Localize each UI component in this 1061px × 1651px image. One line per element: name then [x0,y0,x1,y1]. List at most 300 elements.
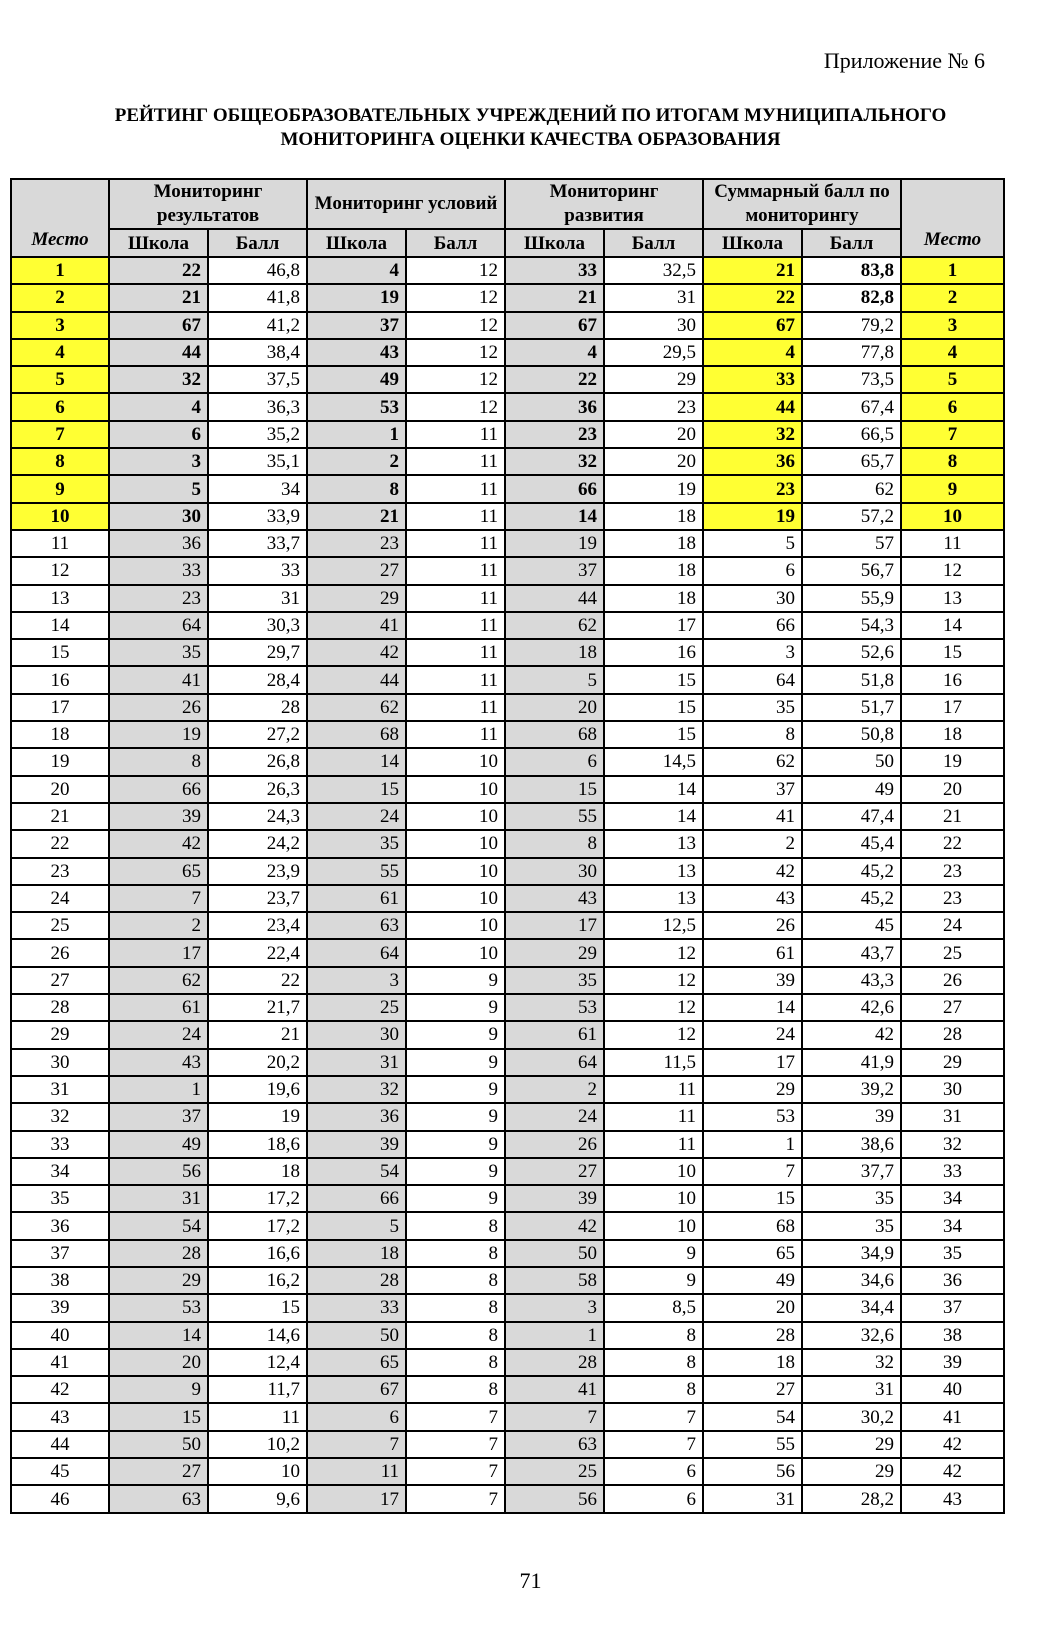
conditions-school-cell: 29 [307,585,406,612]
results-school-cell: 24 [109,1021,208,1048]
appendix-label: Приложение № 6 [823,48,985,73]
total-score-cell: 34,6 [802,1267,901,1294]
results-score-cell: 14,6 [208,1322,307,1349]
total-score-cell: 52,6 [802,639,901,666]
table-row [11,1294,1004,1321]
development-school-cell: 5 [505,666,604,693]
total-school-cell: 53 [703,1103,802,1130]
results-score-cell: 24,2 [208,830,307,857]
results-school-cell: 50 [109,1431,208,1458]
place-left-cell: 28 [11,994,109,1021]
total-score-cell: 55,9 [802,585,901,612]
place-right-cell: 11 [901,530,1004,557]
conditions-school-cell: 41 [307,612,406,639]
development-school-cell: 1 [505,1322,604,1349]
conditions-score-cell: 7 [406,1458,505,1485]
header-conditions: Мониторинг условий [307,179,505,229]
development-school-cell: 22 [505,366,604,393]
table-row [11,666,1004,693]
total-school-cell: 65 [703,1240,802,1267]
place-left-cell: 18 [11,721,109,748]
conditions-score-cell: 8 [406,1267,505,1294]
development-school-cell: 26 [505,1131,604,1158]
place-left-cell: 13 [11,585,109,612]
place-right-cell: 29 [901,1049,1004,1076]
conditions-school-cell: 68 [307,721,406,748]
place-left-cell: 3 [11,312,109,339]
development-score-cell: 12 [604,939,703,966]
conditions-score-cell: 9 [406,1049,505,1076]
place-left-cell: 37 [11,1240,109,1267]
total-school-cell: 4 [703,339,802,366]
results-school-cell: 44 [109,339,208,366]
total-score-cell: 65,7 [802,448,901,475]
place-right-cell: 2 [901,284,1004,311]
total-school-cell: 66 [703,612,802,639]
results-school-cell: 20 [109,1349,208,1376]
development-score-cell: 11 [604,1131,703,1158]
conditions-score-cell: 11 [406,475,505,502]
conditions-school-cell: 32 [307,1076,406,1103]
development-score-cell: 18 [604,503,703,530]
results-school-cell: 22 [109,257,208,284]
conditions-school-cell: 50 [307,1322,406,1349]
conditions-score-cell: 10 [406,885,505,912]
table-row [11,803,1004,830]
development-school-cell: 67 [505,312,604,339]
place-left-cell: 19 [11,748,109,775]
total-school-cell: 6 [703,557,802,584]
subheader-score: Балл [604,229,703,257]
conditions-school-cell: 37 [307,312,406,339]
place-left-cell: 6 [11,393,109,420]
subheader-school: Школа [703,229,802,257]
place-left-cell: 25 [11,912,109,939]
table-row [11,1322,1004,1349]
total-score-cell: 62 [802,475,901,502]
conditions-score-cell: 12 [406,284,505,311]
title-line-2: МОНИТОРИНГА ОЦЕНКИ КАЧЕСТВА ОБРАЗОВАНИЯ [280,129,781,150]
development-school-cell: 68 [505,721,604,748]
total-school-cell: 30 [703,585,802,612]
development-score-cell: 15 [604,721,703,748]
results-school-cell: 39 [109,803,208,830]
results-score-cell: 12,4 [208,1349,307,1376]
place-right-cell: 23 [901,858,1004,885]
table-row [11,366,1004,393]
place-left-cell: 30 [11,1049,109,1076]
results-score-cell: 37,5 [208,366,307,393]
results-score-cell: 22 [208,967,307,994]
subheader-school: Школа [109,229,208,257]
table-row [11,312,1004,339]
results-score-cell: 35,1 [208,448,307,475]
table-row [11,257,1004,284]
results-school-cell: 67 [109,312,208,339]
conditions-score-cell: 8 [406,1240,505,1267]
results-score-cell: 22,4 [208,939,307,966]
development-school-cell: 50 [505,1240,604,1267]
results-school-cell: 61 [109,994,208,1021]
title-line-1: РЕЙТИНГ ОБЩЕОБРАЗОВАТЕЛЬНЫХ УЧРЕЖДЕНИЙ ПО ИТОГАМ МУНИЦИПАЛЬНОГО [114,105,947,126]
conditions-score-cell: 8 [406,1349,505,1376]
place-left-cell: 5 [11,366,109,393]
place-left-cell: 22 [11,830,109,857]
place-right-cell: 10 [901,503,1004,530]
development-school-cell: 19 [505,530,604,557]
results-school-cell: 37 [109,1103,208,1130]
subheader-school: Школа [505,229,604,257]
place-left-cell: 17 [11,694,109,721]
total-score-cell: 67,4 [802,393,901,420]
development-school-cell: 30 [505,858,604,885]
development-school-cell: 35 [505,967,604,994]
place-right-cell: 16 [901,666,1004,693]
results-score-cell: 23,9 [208,858,307,885]
total-score-cell: 47,4 [802,803,901,830]
conditions-school-cell: 49 [307,366,406,393]
development-score-cell: 29,5 [604,339,703,366]
place-left-cell: 8 [11,448,109,475]
place-right-cell: 21 [901,803,1004,830]
results-school-cell: 1 [109,1076,208,1103]
conditions-school-cell: 25 [307,994,406,1021]
place-left-cell: 43 [11,1403,109,1430]
results-score-cell: 33 [208,557,307,584]
results-score-cell: 38,4 [208,339,307,366]
place-right-cell: 5 [901,366,1004,393]
table-row [11,339,1004,366]
results-score-cell: 26,3 [208,776,307,803]
conditions-school-cell: 4 [307,257,406,284]
results-school-cell: 5 [109,475,208,502]
conditions-score-cell: 11 [406,530,505,557]
total-school-cell: 21 [703,257,802,284]
conditions-score-cell: 12 [406,366,505,393]
conditions-score-cell: 8 [406,1322,505,1349]
total-score-cell: 50,8 [802,721,901,748]
total-school-cell: 3 [703,639,802,666]
place-right-cell: 1 [901,257,1004,284]
total-score-cell: 73,5 [802,366,901,393]
results-school-cell: 2 [109,912,208,939]
table-row [11,1131,1004,1158]
results-school-cell: 35 [109,639,208,666]
total-school-cell: 15 [703,1185,802,1212]
results-score-cell: 30,3 [208,612,307,639]
total-score-cell: 83,8 [802,257,901,284]
total-school-cell: 55 [703,1431,802,1458]
conditions-score-cell: 9 [406,1158,505,1185]
total-score-cell: 51,7 [802,694,901,721]
results-school-cell: 8 [109,748,208,775]
place-right-cell: 22 [901,830,1004,857]
table-row [11,612,1004,639]
total-school-cell: 61 [703,939,802,966]
table-row [11,939,1004,966]
place-left-cell: 12 [11,557,109,584]
results-score-cell: 33,7 [208,530,307,557]
total-score-cell: 35 [802,1212,901,1239]
development-score-cell: 12 [604,1021,703,1048]
development-school-cell: 39 [505,1185,604,1212]
total-score-cell: 30,2 [802,1403,901,1430]
results-score-cell: 17,2 [208,1212,307,1239]
table-row [11,1240,1004,1267]
place-right-cell: 43 [901,1485,1004,1512]
development-school-cell: 24 [505,1103,604,1130]
place-left-cell: 15 [11,639,109,666]
conditions-score-cell: 12 [406,339,505,366]
subheader-score: Балл [802,229,901,257]
results-score-cell: 35,2 [208,421,307,448]
conditions-school-cell: 17 [307,1485,406,1512]
total-score-cell: 42,6 [802,994,901,1021]
conditions-school-cell: 55 [307,858,406,885]
table-row [11,393,1004,420]
total-score-cell: 45,4 [802,830,901,857]
total-school-cell: 62 [703,748,802,775]
place-right-cell: 28 [901,1021,1004,1048]
place-left-cell: 34 [11,1158,109,1185]
conditions-score-cell: 12 [406,257,505,284]
results-score-cell: 24,3 [208,803,307,830]
place-right-cell: 41 [901,1403,1004,1430]
results-score-cell: 41,8 [208,284,307,311]
development-school-cell: 61 [505,1021,604,1048]
development-school-cell: 43 [505,885,604,912]
place-left-cell: 44 [11,1431,109,1458]
conditions-score-cell: 11 [406,421,505,448]
development-school-cell: 42 [505,1212,604,1239]
total-score-cell: 32 [802,1349,901,1376]
development-score-cell: 10 [604,1185,703,1212]
table-row [11,885,1004,912]
total-school-cell: 37 [703,776,802,803]
total-school-cell: 14 [703,994,802,1021]
conditions-score-cell: 11 [406,448,505,475]
total-score-cell: 41,9 [802,1049,901,1076]
conditions-score-cell: 10 [406,912,505,939]
place-left-cell: 21 [11,803,109,830]
place-right-cell: 20 [901,776,1004,803]
development-score-cell: 30 [604,312,703,339]
total-score-cell: 45,2 [802,858,901,885]
total-school-cell: 54 [703,1403,802,1430]
place-right-cell: 18 [901,721,1004,748]
table-row [11,1376,1004,1403]
total-school-cell: 28 [703,1322,802,1349]
place-right-cell: 30 [901,1076,1004,1103]
development-score-cell: 11 [604,1076,703,1103]
total-score-cell: 56,7 [802,557,901,584]
results-school-cell: 42 [109,830,208,857]
total-score-cell: 79,2 [802,312,901,339]
development-score-cell: 17 [604,612,703,639]
conditions-score-cell: 8 [406,1294,505,1321]
development-score-cell: 11 [604,1103,703,1130]
conditions-score-cell: 11 [406,503,505,530]
place-left-cell: 45 [11,1458,109,1485]
results-score-cell: 19 [208,1103,307,1130]
development-score-cell: 8,5 [604,1294,703,1321]
table-row [11,530,1004,557]
development-school-cell: 3 [505,1294,604,1321]
results-school-cell: 31 [109,1185,208,1212]
total-school-cell: 41 [703,803,802,830]
place-right-cell: 37 [901,1294,1004,1321]
table-row [11,1049,1004,1076]
results-school-cell: 14 [109,1322,208,1349]
total-school-cell: 44 [703,393,802,420]
table-row [11,858,1004,885]
conditions-score-cell: 8 [406,1212,505,1239]
development-school-cell: 27 [505,1158,604,1185]
conditions-school-cell: 7 [307,1431,406,1458]
place-left-cell: 20 [11,776,109,803]
results-school-cell: 64 [109,612,208,639]
total-school-cell: 39 [703,967,802,994]
conditions-school-cell: 23 [307,530,406,557]
place-left-cell: 2 [11,284,109,311]
development-school-cell: 62 [505,612,604,639]
development-school-cell: 29 [505,939,604,966]
place-right-cell: 19 [901,748,1004,775]
total-school-cell: 26 [703,912,802,939]
conditions-score-cell: 10 [406,803,505,830]
results-score-cell: 20,2 [208,1049,307,1076]
table-row [11,994,1004,1021]
conditions-score-cell: 12 [406,312,505,339]
development-school-cell: 15 [505,776,604,803]
development-school-cell: 2 [505,1076,604,1103]
place-left-cell: 7 [11,421,109,448]
development-score-cell: 31 [604,284,703,311]
total-score-cell: 29 [802,1458,901,1485]
development-score-cell: 13 [604,885,703,912]
total-score-cell: 42 [802,1021,901,1048]
conditions-school-cell: 24 [307,803,406,830]
table-row [11,421,1004,448]
conditions-school-cell: 2 [307,448,406,475]
development-school-cell: 28 [505,1349,604,1376]
results-school-cell: 27 [109,1458,208,1485]
place-left-cell: 33 [11,1131,109,1158]
total-score-cell: 34,9 [802,1240,901,1267]
results-score-cell: 17,2 [208,1185,307,1212]
results-school-cell: 36 [109,530,208,557]
development-score-cell: 18 [604,530,703,557]
total-score-cell: 32,6 [802,1322,901,1349]
total-school-cell: 43 [703,885,802,912]
development-school-cell: 18 [505,639,604,666]
results-school-cell: 23 [109,585,208,612]
results-school-cell: 30 [109,503,208,530]
total-school-cell: 23 [703,475,802,502]
header-place-right: Место [901,179,1004,257]
total-score-cell: 38,6 [802,1131,901,1158]
results-score-cell: 11 [208,1403,307,1430]
total-score-cell: 66,5 [802,421,901,448]
total-score-cell: 57,2 [802,503,901,530]
conditions-school-cell: 27 [307,557,406,584]
development-school-cell: 20 [505,694,604,721]
results-score-cell: 23,4 [208,912,307,939]
results-school-cell: 15 [109,1403,208,1430]
place-left-cell: 10 [11,503,109,530]
place-right-cell: 35 [901,1240,1004,1267]
total-score-cell: 45 [802,912,901,939]
conditions-school-cell: 36 [307,1103,406,1130]
total-school-cell: 42 [703,858,802,885]
development-school-cell: 64 [505,1049,604,1076]
table-row [11,475,1004,502]
table-row [11,1103,1004,1130]
place-right-cell: 8 [901,448,1004,475]
conditions-score-cell: 11 [406,694,505,721]
place-left-cell: 38 [11,1267,109,1294]
total-school-cell: 18 [703,1349,802,1376]
place-right-cell: 14 [901,612,1004,639]
table-row [11,284,1004,311]
place-right-cell: 39 [901,1349,1004,1376]
conditions-school-cell: 1 [307,421,406,448]
place-right-cell: 32 [901,1131,1004,1158]
results-school-cell: 49 [109,1131,208,1158]
place-left-cell: 40 [11,1322,109,1349]
development-score-cell: 13 [604,858,703,885]
conditions-score-cell: 9 [406,967,505,994]
header-development: Мониторинг развития [505,179,703,229]
total-score-cell: 43,3 [802,967,901,994]
conditions-score-cell: 10 [406,830,505,857]
table-row [11,557,1004,584]
conditions-score-cell: 12 [406,393,505,420]
development-score-cell: 12,5 [604,912,703,939]
table-row [11,721,1004,748]
place-left-cell: 9 [11,475,109,502]
place-right-cell: 9 [901,475,1004,502]
header-total: Суммарный балл по мониторингу [703,179,901,229]
results-score-cell: 15 [208,1294,307,1321]
development-score-cell: 23 [604,393,703,420]
results-score-cell: 33,9 [208,503,307,530]
total-score-cell: 54,3 [802,612,901,639]
place-left-cell: 39 [11,1294,109,1321]
development-school-cell: 14 [505,503,604,530]
development-school-cell: 37 [505,557,604,584]
table-row [11,776,1004,803]
development-score-cell: 15 [604,666,703,693]
results-score-cell: 18,6 [208,1131,307,1158]
conditions-school-cell: 62 [307,694,406,721]
conditions-school-cell: 19 [307,284,406,311]
results-school-cell: 7 [109,885,208,912]
total-score-cell: 45,2 [802,885,901,912]
place-left-cell: 32 [11,1103,109,1130]
place-right-cell: 34 [901,1185,1004,1212]
development-school-cell: 66 [505,475,604,502]
results-school-cell: 3 [109,448,208,475]
conditions-school-cell: 63 [307,912,406,939]
place-right-cell: 36 [901,1267,1004,1294]
place-right-cell: 4 [901,339,1004,366]
results-school-cell: 29 [109,1267,208,1294]
results-school-cell: 63 [109,1485,208,1512]
conditions-school-cell: 21 [307,503,406,530]
development-school-cell: 25 [505,1458,604,1485]
table-row [11,503,1004,530]
